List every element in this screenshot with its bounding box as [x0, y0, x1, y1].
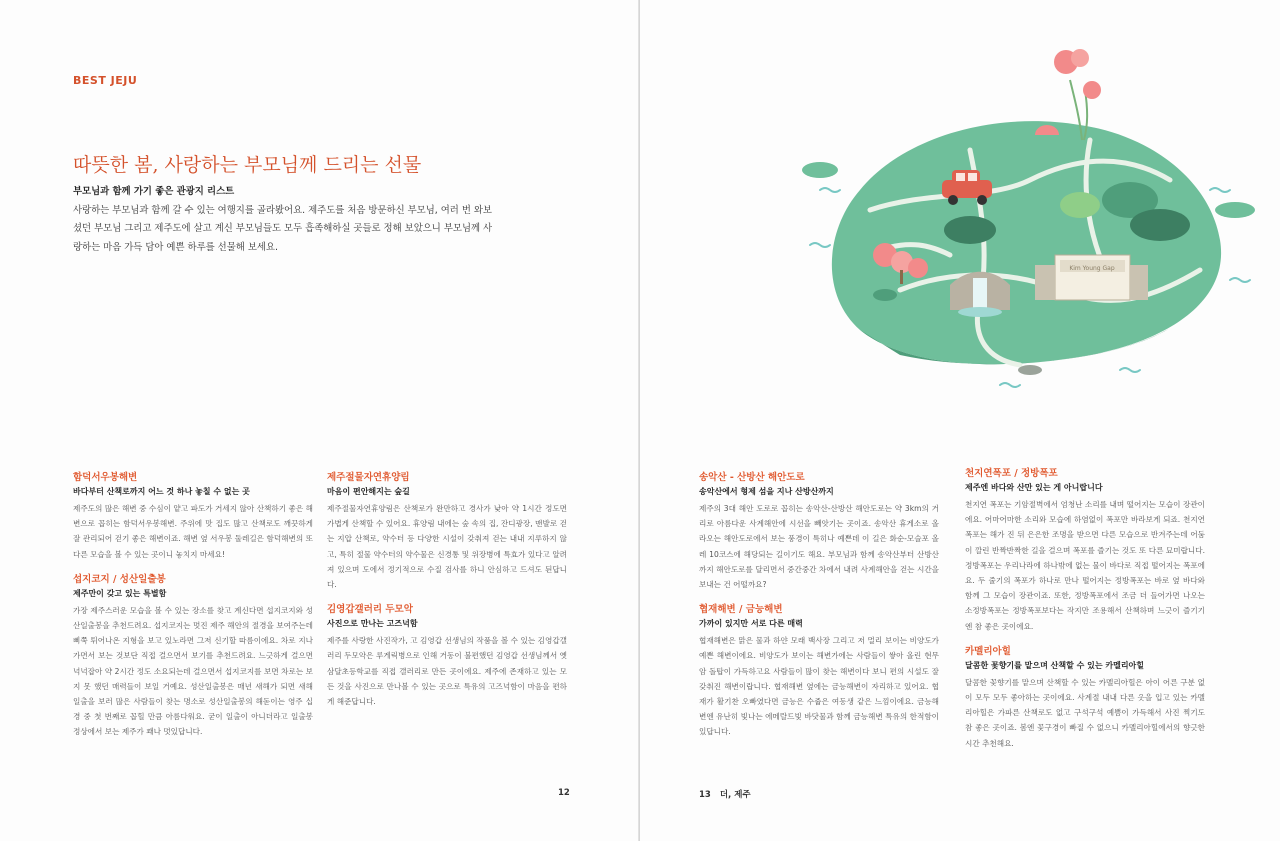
island-land	[832, 121, 1221, 364]
intro-paragraph	[73, 183, 493, 257]
small-island	[802, 162, 838, 178]
spot-jeolmul	[327, 470, 567, 592]
left-column-1	[73, 470, 313, 750]
spot-title: 섭지코지 / 성산일출봉	[73, 573, 166, 585]
spot-title: 카멜리아힐	[965, 645, 1011, 657]
spot-body: 제주의 3대 해안 도로로 꼽히는 송악산-산방산 해안도로는 약 3km의 거리로 아름다운 사계해안에 시선을 빼앗기는 곳이죠. 송악산 휴게소로 올라오는 해안도로에서 보는 풍경이 특히나 예쁜데 이 길은 화순-모슬포 올레 10코스에 해당되는 길이기도 해요. 부모님과 함께 송악산부터 산방산까지 해안도로를 달리면서 중간중간 차에서 내려 사계해안을 걷는 시간을 보내는 건 어떨까요?	[699, 504, 939, 590]
right-column-2	[965, 466, 1205, 761]
spot-body: 제주를 사랑한 사진작가, 고 김영갑 선생님의 작품을 볼 수 있는 김영갑갤러리 두모악은 루게릭병으로 인해 거동이 불편했던 김영갑 선생님께서 옛 삼달초등학교를 직접 갤러리로 만든 곳이에요. 제주에 존재하고 있는 모든 것을 사진으로 만나볼 수 있는 곳으로 특유의 고즈넉함이 마음을 편하게 해준답니다.	[327, 636, 567, 707]
spot-body: 협재해변은 맑은 물과 하얀 모래 백사장 그리고 저 멀리 보이는 비양도가 예쁜 해변이에요. 비양도가 보이는 해변가에는 사람들이 쌓아 올린 현무암 돌탑이 가득하고요 사람들이 많이 찾는 해변이다 보니 편의 시설도 잘 갖춰진 해변이랍니다. 협재해변 옆에는 금능해변이 자리하고 있어요. 협재가 활기찬 오빠였다면 금능은 수줍은 여동생 같은 느낌이에요. 금능해변엔 유난히 빛나는 에메랄드빛 바닷물과 함께 금능해변 특유의 한적함이 있답니다.	[699, 636, 939, 737]
intro-body: 사랑하는 부모님과 함께 갈 수 있는 여행지를 골라봤어요. 제주도를 처음 방문하신 부모님, 여러 번 와보셨던 부모님 그리고 제주도에 살고 계신 부모님들도 모두 흡족해하실 곳들로 정해 보았으니 부모님께 사랑하는 마음 가득 담아 예쁜 하루를 선물해 보세요.	[73, 204, 493, 253]
spot-body: 달콤한 꽃향기를 맡으며 산책할 수 있는 카멜리아힐은 아이 어른 구분 없이 모두 모두 좋아하는 곳이에요. 사계절 내내 다른 옷을 입고 있는 카멜리아힐은 가파른 산책로도 없고 구석구석 예쁨이 가득해서 사진 찍기도 참 좋은 곳이죠. 봄엔 꽃구경이 빠질 수 없으니 카멜리아힐에서의 향긋한 시간 추천해요.	[965, 677, 1205, 748]
page-number-right	[699, 788, 751, 800]
spot-subtitle: 마음이 편안해지는 숲길	[327, 487, 410, 496]
small-island	[1215, 202, 1255, 218]
spot-body: 제주절물자연휴양림은 산책로가 완만하고 경사가 낮아 약 1시간 정도면 가볍게 산책할 수 있어요. 휴양림 내에는 숲 속의 집, 잔디광장, 맨발로 걷는 지압 산책로, 약수터 등 다양한 시설이 갖춰져 걷는 내내 지루하지 않고, 특히 절물 약수터의 약수물은 신경통 및 위장병에 특효가 있다고 알려져 있으며 도에서 정기적으로 수질 검사를 하니 안심하고 드셔도 된답니다.	[327, 504, 567, 590]
spot-title: 함덕서우봉해변	[73, 472, 138, 483]
jeju-map-illustration	[790, 40, 1260, 400]
spot-body: 천지연 폭포는 기암절벽에서 엄청난 소리를 내며 떨어지는 모습이 장관이에요. 어마어마한 소리와 모습에 하염없이 폭포만 바라보게 되죠. 천지연폭포는 해가 진 뒤 은은한 조명을 받으면 다른 모습으로 반겨주는데 어둠이 깔린 반짝반짝한 길을 걸으며 폭포를 즐기는 것도 또 다른 묘미랍니다. 정방폭포는 우리나라에 하나밖에 없는 물이 바다로 직접 떨어지는 폭포에요. 두 줄기의 폭포가 하나로 만나 떨어지는 정방폭포는 바로 옆 바다와 함께 그 모습이 장관이죠. 또한, 정방폭포에서 조금 더 들어가면 나오는 소정방폭포는 정방폭포보다는 작지만 조용해서 산책하며 느긋이 즐기기엔 참 좋은 곳이에요.	[965, 500, 1205, 631]
spot-subtitle: 달콤한 꽃향기를 맡으며 산책할 수 있는 카멜리아힐	[965, 660, 1144, 670]
spot-title: 송악산 - 산방산 해안도로	[699, 472, 805, 483]
spot-subtitle: 제주엔 바다와 산만 있는 게 아니랍니다	[965, 483, 1103, 492]
spot-subtitle: 가까이 있지만 서로 다른 매력	[699, 619, 803, 629]
hill	[1130, 209, 1190, 241]
small-island	[873, 289, 897, 301]
article-headline: 따뜻한 봄, 사랑하는 부모님께 드리는 선물	[73, 154, 422, 176]
spot-cheonjiyeon	[965, 466, 1205, 634]
page-number: 13	[699, 790, 711, 800]
small-rock	[1018, 365, 1042, 375]
intro-lead: 부모님과 함께 가기 좋은 관광지 리스트	[73, 186, 235, 197]
spot-dumoak	[327, 602, 567, 709]
spot-title: 천지연폭포 / 정방폭포	[965, 468, 1058, 479]
spot-camellia-hill	[965, 644, 1205, 751]
spot-songaksan	[699, 470, 939, 592]
hill	[1060, 192, 1100, 218]
page-number-left: 12	[558, 788, 570, 798]
spot-subtitle: 바다부터 산책로까지 어느 것 하나 놓칠 수 없는 곳	[73, 487, 250, 496]
spot-subtitle: 사진으로 만나는 고즈넉함	[327, 619, 418, 629]
hill	[944, 216, 996, 244]
section-tag: BEST JEJU	[73, 74, 138, 87]
spot-title: 김영갑갤러리 두모악	[327, 604, 413, 616]
spot-title: 제주절물자연휴양림	[327, 472, 410, 483]
spot-body: 제주도의 많은 해변 중 수심이 얕고 파도가 거세지 않아 산책하기 좋은 해변으로 꼽히는 함덕서우봉해변. 주위에 맛 집도 많고 산책로도 깨끗하게 잘 관리되어 걷기 좋은 해변이죠. 해변 옆 서우봉 둘레길은 함덕해변의 또 다른 모습을 볼 수 있는 곳이니 놓치지 마세요!	[73, 504, 313, 559]
spot-body: 가장 제주스러운 모습을 볼 수 있는 장소를 찾고 계신다면 섭지코지와 성산일출봉을 추천드려요. 섭지코지는 멋진 제주 해안의 절경을 보여주는데 삐쭉 튀어나온 지형을 보고 있노라면 그저 신기할 따름이에요. 차로 지나가면서 보는 것보단 직접 걸으면서 보기를 추천드려요. 느긋하게 걸으면 넉넉잡아 약 2시간 정도 소요되는데 걸으면서 섭지코지를 보면 차로는 보지 못 했던 매력들이 보일 거예요. 성산일출봉은 매년 새해가 되면 새해 일출을 보러 많은 사람들이 찾는 명소로 성산일출봉의 해돋이는 영주 십경 중 첫 번째로 꼽힐 만큼 아름다워요. 굳이 일출이 아니더라고 일출봉 정상에서 보는 제주가 꽤나 멋있답니다.	[73, 605, 313, 737]
spot-seopjikoji	[73, 572, 313, 740]
spot-subtitle: 제주만이 갖고 있는 특별함	[73, 588, 167, 598]
right-column-1	[699, 470, 939, 750]
right-page	[640, 0, 1280, 841]
left-column-2	[327, 470, 567, 719]
spot-subtitle: 송악산에서 형제 섬을 지나 산방산까지	[699, 487, 834, 496]
running-title: 더, 제주	[719, 790, 751, 800]
gallery-sign: Kim Young Gap	[1069, 265, 1115, 272]
spot-hamdeok	[73, 470, 313, 562]
spot-hyeopjae	[699, 602, 939, 739]
spot-title: 협재해변 / 금능해변	[699, 604, 783, 616]
